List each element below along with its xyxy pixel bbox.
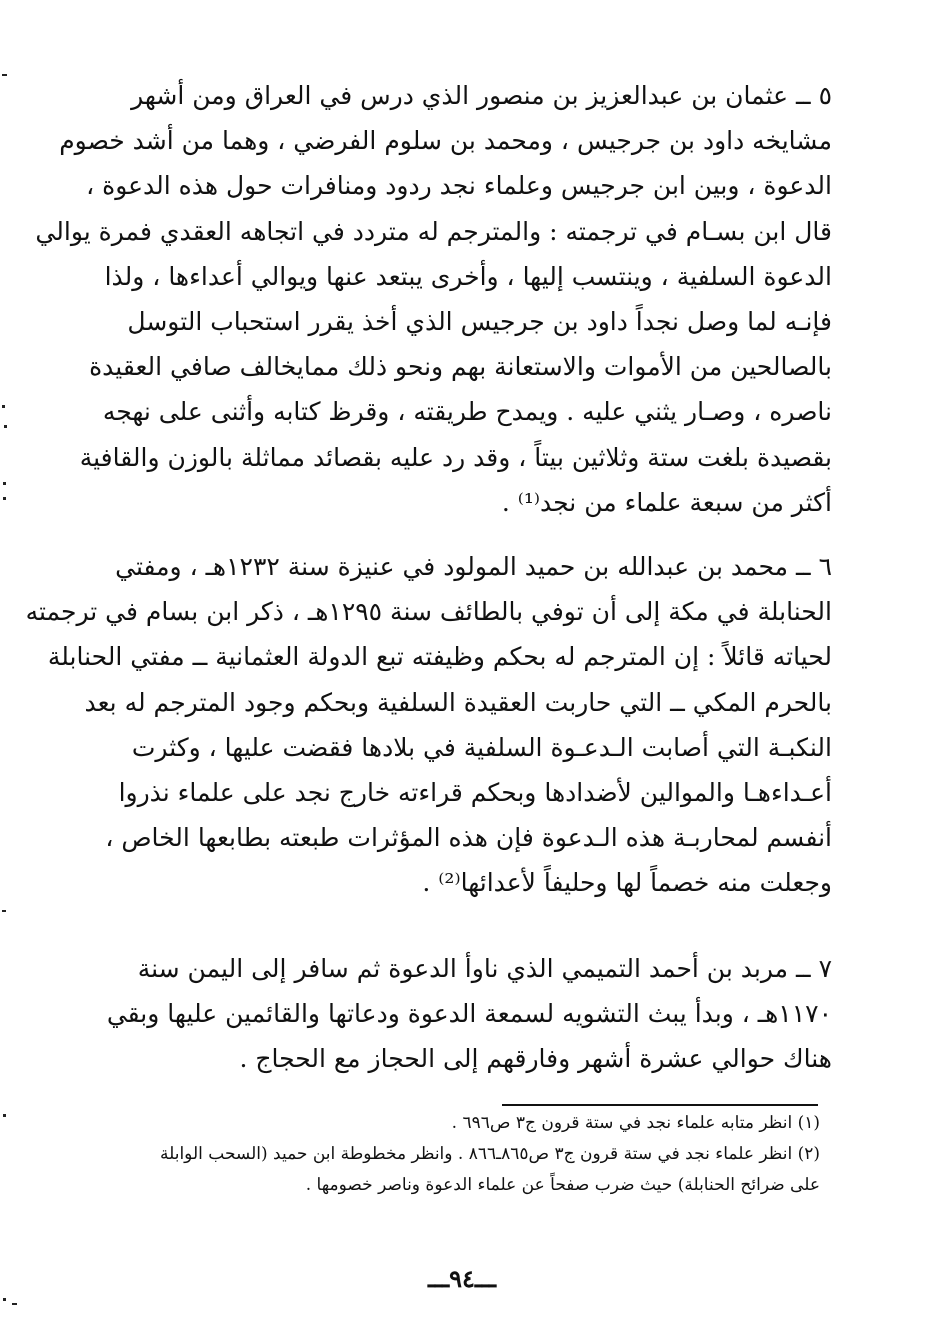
text-line: ١١٧٠هـ ، وبدأ يبث التشويه لسمعة الدعوة ودعاتها والقائمين عليها وبقي: [106, 999, 832, 1029]
paragraph-item-5: [35, 73, 832, 525]
text-line: مشايخه داود بن جرجيس ، ومحمد بن سلوم الفرضي ، وهما من أشد خصوم: [59, 126, 832, 156]
scan-speck: [2, 405, 5, 408]
scan-speck: [12, 1303, 17, 1305]
paragraph-item-6: [25, 544, 832, 906]
footnote-divider: [502, 1104, 818, 1106]
text-line: فإنـه لما وصل نجداً داود بن جرجيس الذي أخذ يقرر استحباب التوسل: [127, 307, 832, 337]
scan-speck: [4, 425, 7, 428]
text-line: الدعوة السلفية ، وينتسب إليها ، وأخرى يبتعد عنها ويوالي أعداءها ، ولذا: [104, 261, 832, 291]
text-line: بالحرم المكي ــ التي حاربت العقيدة السلفية وبحكم وجود المترجم له بعد: [84, 687, 832, 717]
paragraph-item-7: [106, 946, 832, 1082]
scan-speck: [2, 74, 7, 76]
text-line: ٧ ــ مربد بن أحمد التميمي الذي ناوأ الدعوة ثم سافر إلى اليمن سنة: [137, 954, 832, 983]
footnote-item: (٢) انظر علماء نجد في ستة قرون ج٣ ص٨٦٥ـ٨٦٦ . وانظر مخطوطة ابن حميد (السحب الوابلة: [159, 1144, 820, 1164]
scan-speck: [2, 910, 6, 912]
text-line: الحنابلة في مكة إلى أن توفي بالطائف سنة ١٢٩٥هـ ، ذكر ابن بسام في ترجمته: [25, 597, 832, 627]
scan-speck: [3, 1114, 6, 1117]
text-line: الدعوة ، وبين ابن جرجيس وعلماء نجد ردود ومنافرات حول هذه الدعوة ،: [86, 171, 832, 201]
text-line: بقصيدة بلغت ستة وثلاثين بيتاً ، وقد رد عليه بقصائد مماثلة بالوزن والقافية: [79, 442, 832, 472]
page-number: ـــ٩٤ـــ: [428, 1264, 496, 1293]
text-line: ٥ ــ عثمان بن عبدالعزيز بن منصور الذي درس في العراق ومن أشهر: [131, 81, 832, 110]
scan-speck: [3, 1298, 6, 1301]
footnote-item: (١) انظر متابه علماء نجد في ستة قرون ج٣ ص٦٩٦ .: [451, 1113, 820, 1133]
scan-speck: [3, 497, 6, 500]
text-line: هناك حوالي عشرة أشهر وفارقهم إلى الحجاز مع الحجاج .: [239, 1044, 832, 1074]
text-line: أكثر من سبعة علماء من نجد⁽¹⁾ .: [501, 487, 832, 517]
text-line: ناصره ، وصـار يثني عليه . ويمدح طريقته ، وقرظ كتابه وأثنى على نهجه: [102, 397, 832, 427]
scan-speck: [3, 482, 6, 485]
text-line: أنفسم لمحاربـة هذه الـدعوة فإن هذه المؤثرات طبعته بطابعها الخاص ،: [105, 823, 832, 853]
text-line: ٦ ــ محمد بن عبدالله بن حميد المولود في عنيزة سنة ١٢٣٢هـ ، ومفتي: [115, 552, 832, 581]
text-line: قال ابن بسـام في ترجمته : والمترجم له متردد في اتجاهه العقدي فمرة يوالي: [35, 216, 832, 246]
text-line: بالصالحين من الأموات والاستعانة بهم ونحو ذلك ممايخالف صافي العقيدة: [89, 352, 832, 382]
text-line: أعـداءهـا والموالين لأضدادها وبحكم قراءته خارج نجد على علماء نذروا: [118, 778, 832, 808]
text-line: النكبـة التي أصابت الـدعـوة السلفية في بلادها فقضت عليها ، وكثرت: [131, 732, 832, 762]
footnote-item: على ضرائح الحنابلة) حيث ضرب صفحاً عن علماء الدعوة وناصر خصومها .: [305, 1175, 820, 1195]
text-line: وجعلت منه خصماً لها وحليفاً لأعدائها⁽²⁾ .: [422, 868, 832, 898]
text-line: لحياته قائلاً : إن المترجم له بحكم وظيفته تبع الدولة العثمانية ــ مفتي الحنابلة: [47, 642, 832, 672]
footnotes: [108, 1108, 820, 1201]
